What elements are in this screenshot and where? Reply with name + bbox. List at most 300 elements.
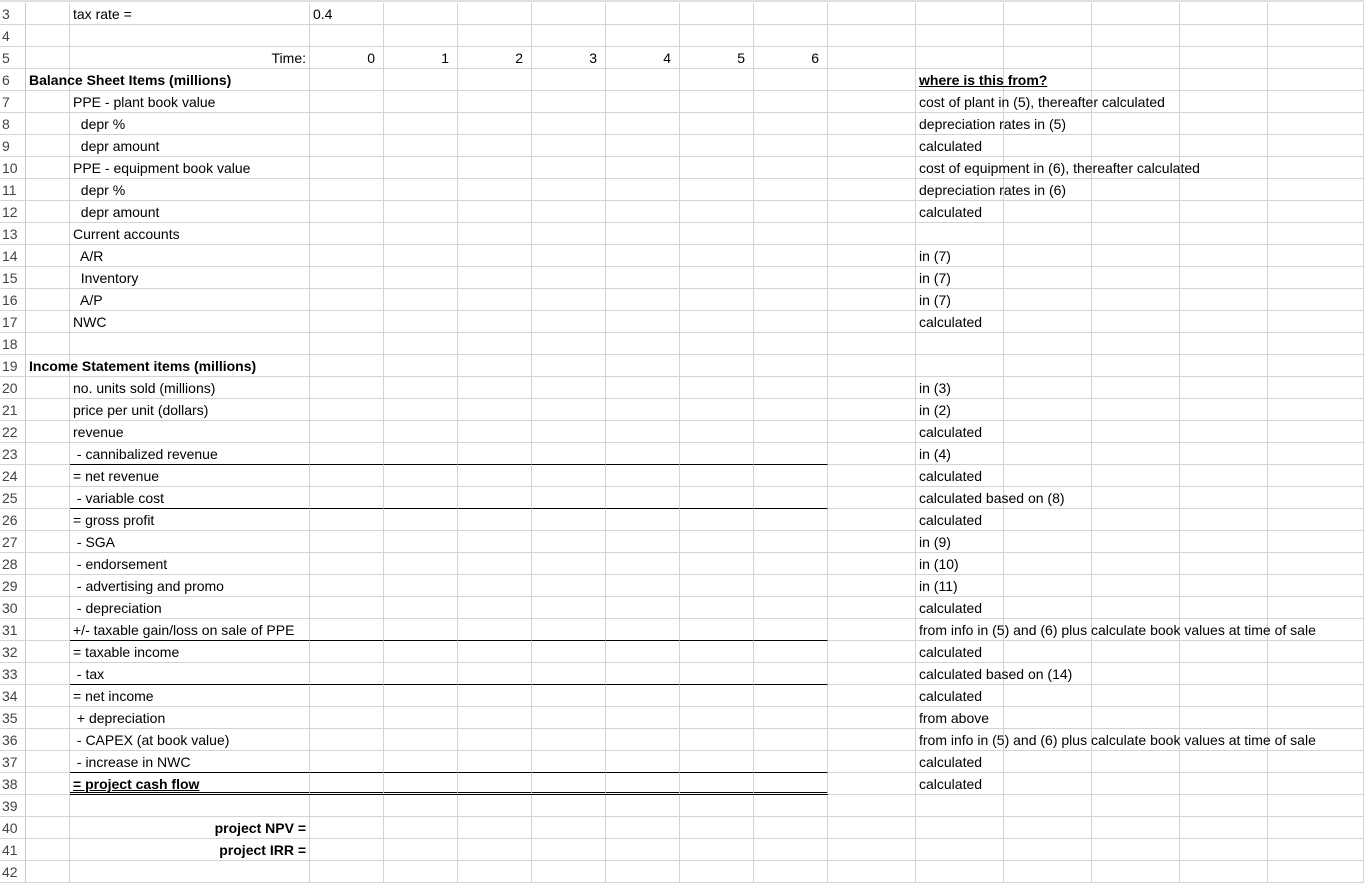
cell-B13[interactable]: Current accounts (70, 223, 310, 245)
cell-E41[interactable] (384, 839, 458, 861)
cell-P24[interactable] (1268, 465, 1364, 487)
cell-J35[interactable] (754, 707, 828, 729)
cell-N9[interactable] (1092, 135, 1180, 157)
cell-F11[interactable] (458, 179, 532, 201)
cell-I32[interactable] (680, 641, 754, 663)
row-header[interactable]: 40 (0, 817, 26, 839)
cell-A23[interactable] (26, 443, 70, 465)
cell-L28[interactable]: in (10) (916, 553, 1004, 575)
cell-N18[interactable] (1092, 333, 1180, 355)
cell-M21[interactable] (1004, 399, 1092, 421)
cell-P34[interactable] (1268, 685, 1364, 707)
cell-A38[interactable] (26, 773, 70, 795)
cell-F8[interactable] (458, 113, 532, 135)
cell-E26[interactable] (384, 509, 458, 531)
cell-N25[interactable] (1092, 487, 1180, 509)
cell-E13[interactable] (384, 223, 458, 245)
cell-F29[interactable] (458, 575, 532, 597)
cell-M16[interactable] (1004, 289, 1092, 311)
cell-G16[interactable] (532, 289, 606, 311)
label-40[interactable]: project NPV = (214, 820, 306, 836)
cell-B10[interactable]: PPE - equipment book value (70, 157, 310, 179)
cell-P13[interactable] (1268, 223, 1364, 245)
cell-G25[interactable] (532, 487, 606, 509)
cell-K16[interactable] (828, 289, 916, 311)
cell-O29[interactable] (1180, 575, 1268, 597)
cell-N34[interactable] (1092, 685, 1180, 707)
cell-B20[interactable]: no. units sold (millions) (70, 377, 310, 399)
cell-O24[interactable] (1180, 465, 1268, 487)
cell-J33[interactable] (754, 663, 828, 685)
cell-G42[interactable] (532, 861, 606, 883)
cell-B21[interactable]: price per unit (dollars) (70, 399, 310, 421)
cell-D9[interactable] (310, 135, 384, 157)
cell-H18[interactable] (606, 333, 680, 355)
row-header[interactable]: 24 (0, 465, 26, 487)
cell-N4[interactable] (1092, 25, 1180, 47)
row-header[interactable]: 19 (0, 355, 26, 377)
label-5[interactable]: Time: (271, 50, 306, 66)
cell-O13[interactable] (1180, 223, 1268, 245)
cell-J24[interactable] (754, 465, 828, 487)
cell-B34[interactable]: = net income (70, 685, 310, 707)
cell-E36[interactable] (384, 729, 458, 751)
cell-P32[interactable] (1268, 641, 1364, 663)
cell-I5[interactable]: 5 (680, 47, 754, 69)
cell-O38[interactable] (1180, 773, 1268, 795)
cell-A17[interactable] (26, 311, 70, 333)
cell-B28[interactable]: - endorsement (70, 553, 310, 575)
cell-A19[interactable]: Income Statement items (millions) (26, 355, 70, 377)
cell-A6[interactable]: Balance Sheet Items (millions) (26, 69, 70, 91)
cell-E15[interactable] (384, 267, 458, 289)
cell-N32[interactable] (1092, 641, 1180, 663)
cell-I38[interactable] (680, 773, 754, 795)
cell-I34[interactable] (680, 685, 754, 707)
cell-L8[interactable]: depreciation rates in (5) (916, 113, 1004, 135)
cell-E25[interactable] (384, 487, 458, 509)
cell-J22[interactable] (754, 421, 828, 443)
cell-H40[interactable] (606, 817, 680, 839)
cell-A32[interactable] (26, 641, 70, 663)
cell-A10[interactable] (26, 157, 70, 179)
cell-M5[interactable] (1004, 47, 1092, 69)
cell-A33[interactable] (26, 663, 70, 685)
cell-D34[interactable] (310, 685, 384, 707)
cell-O8[interactable] (1180, 113, 1268, 135)
cell-F21[interactable] (458, 399, 532, 421)
cell-H31[interactable] (606, 619, 680, 641)
cell-J37[interactable] (754, 751, 828, 773)
row-header[interactable]: 39 (0, 795, 26, 817)
cell-M28[interactable] (1004, 553, 1092, 575)
cell-F9[interactable] (458, 135, 532, 157)
cell-D27[interactable] (310, 531, 384, 553)
cell-D42[interactable] (310, 861, 384, 883)
cell-N17[interactable] (1092, 311, 1180, 333)
cell-A36[interactable] (26, 729, 70, 751)
cell-F34[interactable] (458, 685, 532, 707)
cell-J40[interactable] (754, 817, 828, 839)
cell-N37[interactable] (1092, 751, 1180, 773)
cell-F23[interactable] (458, 443, 532, 465)
cell-M35[interactable] (1004, 707, 1092, 729)
cell-G32[interactable] (532, 641, 606, 663)
cell-N29[interactable] (1092, 575, 1180, 597)
cell-H5[interactable]: 4 (606, 47, 680, 69)
cell-D12[interactable] (310, 201, 384, 223)
cell-G39[interactable] (532, 795, 606, 817)
cell-I35[interactable] (680, 707, 754, 729)
cell-G18[interactable] (532, 333, 606, 355)
cell-N11[interactable] (1092, 179, 1180, 201)
cell-D17[interactable] (310, 311, 384, 333)
cell-E31[interactable] (384, 619, 458, 641)
cell-F18[interactable] (458, 333, 532, 355)
cell-K26[interactable] (828, 509, 916, 531)
cell-F36[interactable] (458, 729, 532, 751)
cell-K9[interactable] (828, 135, 916, 157)
cell-D11[interactable] (310, 179, 384, 201)
cell-O40[interactable] (1180, 817, 1268, 839)
cell-O11[interactable] (1180, 179, 1268, 201)
cell-J6[interactable] (754, 69, 828, 91)
cell-J38[interactable] (754, 773, 828, 795)
cell-I12[interactable] (680, 201, 754, 223)
cell-L36[interactable]: from info in (5) and (6) plus calculate book values at time of sale (916, 729, 1004, 751)
cell-H3[interactable] (606, 3, 680, 25)
cell-P3[interactable] (1268, 3, 1364, 25)
cell-H24[interactable] (606, 465, 680, 487)
cell-G38[interactable] (532, 773, 606, 795)
cell-P8[interactable] (1268, 113, 1364, 135)
cell-A7[interactable] (26, 91, 70, 113)
row-header[interactable]: 10 (0, 157, 26, 179)
cell-G41[interactable] (532, 839, 606, 861)
cell-F31[interactable] (458, 619, 532, 641)
cell-H36[interactable] (606, 729, 680, 751)
cell-K3[interactable] (828, 3, 916, 25)
cell-E7[interactable] (384, 91, 458, 113)
cell-E16[interactable] (384, 289, 458, 311)
cell-I28[interactable] (680, 553, 754, 575)
cell-B32[interactable]: = taxable income (70, 641, 310, 663)
row-header[interactable]: 20 (0, 377, 26, 399)
cell-J27[interactable] (754, 531, 828, 553)
cell-D18[interactable] (310, 333, 384, 355)
cell-I9[interactable] (680, 135, 754, 157)
cell-L6[interactable]: where is this from? (916, 69, 1004, 91)
cell-K41[interactable] (828, 839, 916, 861)
cell-H27[interactable] (606, 531, 680, 553)
cell-E38[interactable] (384, 773, 458, 795)
cell-N41[interactable] (1092, 839, 1180, 861)
cell-M13[interactable] (1004, 223, 1092, 245)
cell-I10[interactable] (680, 157, 754, 179)
row-header[interactable]: 16 (0, 289, 26, 311)
cell-A35[interactable] (26, 707, 70, 729)
row-header[interactable]: 25 (0, 487, 26, 509)
cell-H6[interactable] (606, 69, 680, 91)
cell-H25[interactable] (606, 487, 680, 509)
cell-K36[interactable] (828, 729, 916, 751)
cell-D13[interactable] (310, 223, 384, 245)
cell-D23[interactable] (310, 443, 384, 465)
cell-J28[interactable] (754, 553, 828, 575)
cell-J17[interactable] (754, 311, 828, 333)
cell-I30[interactable] (680, 597, 754, 619)
cell-I13[interactable] (680, 223, 754, 245)
cell-B23[interactable]: - cannibalized revenue (70, 443, 310, 465)
cell-I33[interactable] (680, 663, 754, 685)
cell-P26[interactable] (1268, 509, 1364, 531)
cell-H8[interactable] (606, 113, 680, 135)
row-header[interactable]: 7 (0, 91, 26, 113)
cell-B7[interactable]: PPE - plant book value (70, 91, 310, 113)
cell-L15[interactable]: in (7) (916, 267, 1004, 289)
cell-D5[interactable]: 0 (310, 47, 384, 69)
cell-B29[interactable]: - advertising and promo (70, 575, 310, 597)
cell-E19[interactable] (384, 355, 458, 377)
cell-H23[interactable] (606, 443, 680, 465)
cell-P41[interactable] (1268, 839, 1364, 861)
cell-H21[interactable] (606, 399, 680, 421)
cell-I22[interactable] (680, 421, 754, 443)
cell-F13[interactable] (458, 223, 532, 245)
cell-F12[interactable] (458, 201, 532, 223)
cell-E6[interactable] (384, 69, 458, 91)
cell-P18[interactable] (1268, 333, 1364, 355)
cell-F32[interactable] (458, 641, 532, 663)
cell-I23[interactable] (680, 443, 754, 465)
cell-I21[interactable] (680, 399, 754, 421)
cell-A21[interactable] (26, 399, 70, 421)
cell-H37[interactable] (606, 751, 680, 773)
cell-N35[interactable] (1092, 707, 1180, 729)
row-header[interactable]: 28 (0, 553, 26, 575)
row-header[interactable]: 12 (0, 201, 26, 223)
cell-D40[interactable] (310, 817, 384, 839)
cell-D41[interactable] (310, 839, 384, 861)
cell-G24[interactable] (532, 465, 606, 487)
cell-L9[interactable]: calculated (916, 135, 1004, 157)
cell-G40[interactable] (532, 817, 606, 839)
cell-E39[interactable] (384, 795, 458, 817)
cell-J36[interactable] (754, 729, 828, 751)
cell-F42[interactable] (458, 861, 532, 883)
cell-O21[interactable] (1180, 399, 1268, 421)
cell-G34[interactable] (532, 685, 606, 707)
cell-F20[interactable] (458, 377, 532, 399)
cell-D33[interactable] (310, 663, 384, 685)
cell-J13[interactable] (754, 223, 828, 245)
cell-K6[interactable] (828, 69, 916, 91)
cell-M37[interactable] (1004, 751, 1092, 773)
row-header[interactable]: 15 (0, 267, 26, 289)
cell-P11[interactable] (1268, 179, 1364, 201)
cell-P21[interactable] (1268, 399, 1364, 421)
cell-G29[interactable] (532, 575, 606, 597)
cell-A27[interactable] (26, 531, 70, 553)
cell-E27[interactable] (384, 531, 458, 553)
cell-P23[interactable] (1268, 443, 1364, 465)
cell-L41[interactable] (916, 839, 1004, 861)
cell-A20[interactable] (26, 377, 70, 399)
cell-K37[interactable] (828, 751, 916, 773)
cell-E33[interactable] (384, 663, 458, 685)
cell-N26[interactable] (1092, 509, 1180, 531)
cell-K27[interactable] (828, 531, 916, 553)
cell-H12[interactable] (606, 201, 680, 223)
cell-E29[interactable] (384, 575, 458, 597)
cell-L22[interactable]: calculated (916, 421, 1004, 443)
cell-K8[interactable] (828, 113, 916, 135)
cell-P33[interactable] (1268, 663, 1364, 685)
cell-F25[interactable] (458, 487, 532, 509)
cell-D39[interactable] (310, 795, 384, 817)
cell-A22[interactable] (26, 421, 70, 443)
cell-N14[interactable] (1092, 245, 1180, 267)
cell-F14[interactable] (458, 245, 532, 267)
cell-P22[interactable] (1268, 421, 1364, 443)
cell-M12[interactable] (1004, 201, 1092, 223)
cell-E40[interactable] (384, 817, 458, 839)
row-header[interactable]: 32 (0, 641, 26, 663)
cell-F40[interactable] (458, 817, 532, 839)
cell-O4[interactable] (1180, 25, 1268, 47)
cell-H9[interactable] (606, 135, 680, 157)
cell-L14[interactable]: in (7) (916, 245, 1004, 267)
cell-A26[interactable] (26, 509, 70, 531)
cell-G36[interactable] (532, 729, 606, 751)
cell-H33[interactable] (606, 663, 680, 685)
cell-O19[interactable] (1180, 355, 1268, 377)
cell-K35[interactable] (828, 707, 916, 729)
cell-B22[interactable]: revenue (70, 421, 310, 443)
cell-K42[interactable] (828, 861, 916, 883)
cell-L13[interactable] (916, 223, 1004, 245)
row-header[interactable]: 26 (0, 509, 26, 531)
cell-O15[interactable] (1180, 267, 1268, 289)
cell-K28[interactable] (828, 553, 916, 575)
cell-G3[interactable] (532, 3, 606, 25)
cell-F37[interactable] (458, 751, 532, 773)
row-header[interactable]: 34 (0, 685, 26, 707)
cell-H15[interactable] (606, 267, 680, 289)
cell-P19[interactable] (1268, 355, 1364, 377)
cell-I8[interactable] (680, 113, 754, 135)
cell-K10[interactable] (828, 157, 916, 179)
cell-P40[interactable] (1268, 817, 1364, 839)
cell-E37[interactable] (384, 751, 458, 773)
cell-G19[interactable] (532, 355, 606, 377)
cell-O23[interactable] (1180, 443, 1268, 465)
cell-D36[interactable] (310, 729, 384, 751)
row-header[interactable]: 17 (0, 311, 26, 333)
cell-N16[interactable] (1092, 289, 1180, 311)
cell-A11[interactable] (26, 179, 70, 201)
cell-I6[interactable] (680, 69, 754, 91)
cell-D20[interactable] (310, 377, 384, 399)
cell-N5[interactable] (1092, 47, 1180, 69)
cell-N22[interactable] (1092, 421, 1180, 443)
row-header[interactable]: 35 (0, 707, 26, 729)
cell-L35[interactable]: from above (916, 707, 1004, 729)
cell-I19[interactable] (680, 355, 754, 377)
cell-I3[interactable] (680, 3, 754, 25)
cell-H14[interactable] (606, 245, 680, 267)
cell-D8[interactable] (310, 113, 384, 135)
cell-F39[interactable] (458, 795, 532, 817)
cell-P5[interactable] (1268, 47, 1364, 69)
cell-P27[interactable] (1268, 531, 1364, 553)
cell-F38[interactable] (458, 773, 532, 795)
cell-A9[interactable] (26, 135, 70, 157)
cell-G9[interactable] (532, 135, 606, 157)
cell-K21[interactable] (828, 399, 916, 421)
cell-K30[interactable] (828, 597, 916, 619)
cell-I26[interactable] (680, 509, 754, 531)
cell-O41[interactable] (1180, 839, 1268, 861)
cell-K7[interactable] (828, 91, 916, 113)
cell-L38[interactable]: calculated (916, 773, 1004, 795)
cell-B37[interactable]: - increase in NWC (70, 751, 310, 773)
cell-P20[interactable] (1268, 377, 1364, 399)
cell-M34[interactable] (1004, 685, 1092, 707)
cell-K31[interactable] (828, 619, 916, 641)
cell-A28[interactable] (26, 553, 70, 575)
cell-J20[interactable] (754, 377, 828, 399)
cell-A15[interactable] (26, 267, 70, 289)
cell-J11[interactable] (754, 179, 828, 201)
cell-D30[interactable] (310, 597, 384, 619)
label-41[interactable]: project IRR = (219, 842, 306, 858)
cell-B11[interactable]: depr % (70, 179, 310, 201)
cell-P28[interactable] (1268, 553, 1364, 575)
cell-D16[interactable] (310, 289, 384, 311)
cell-H13[interactable] (606, 223, 680, 245)
cell-D22[interactable] (310, 421, 384, 443)
cell-K18[interactable] (828, 333, 916, 355)
cell-N6[interactable] (1092, 69, 1180, 91)
cell-E5[interactable]: 1 (384, 47, 458, 69)
cell-O30[interactable] (1180, 597, 1268, 619)
cell-N33[interactable] (1092, 663, 1180, 685)
cell-K29[interactable] (828, 575, 916, 597)
cell-D21[interactable] (310, 399, 384, 421)
cell-M3[interactable] (1004, 3, 1092, 25)
cell-P10[interactable] (1268, 157, 1364, 179)
cell-O22[interactable] (1180, 421, 1268, 443)
cell-L18[interactable] (916, 333, 1004, 355)
cell-I37[interactable] (680, 751, 754, 773)
cell-M14[interactable] (1004, 245, 1092, 267)
cell-G8[interactable] (532, 113, 606, 135)
cell-G15[interactable] (532, 267, 606, 289)
cell-E23[interactable] (384, 443, 458, 465)
cell-A14[interactable] (26, 245, 70, 267)
cell-D38[interactable] (310, 773, 384, 795)
cell-G11[interactable] (532, 179, 606, 201)
cell-E4[interactable] (384, 25, 458, 47)
row-header[interactable]: 3 (0, 3, 26, 25)
cell-K22[interactable] (828, 421, 916, 443)
cell-A37[interactable] (26, 751, 70, 773)
cell-K4[interactable] (828, 25, 916, 47)
cell-H34[interactable] (606, 685, 680, 707)
cell-N40[interactable] (1092, 817, 1180, 839)
cell-G30[interactable] (532, 597, 606, 619)
